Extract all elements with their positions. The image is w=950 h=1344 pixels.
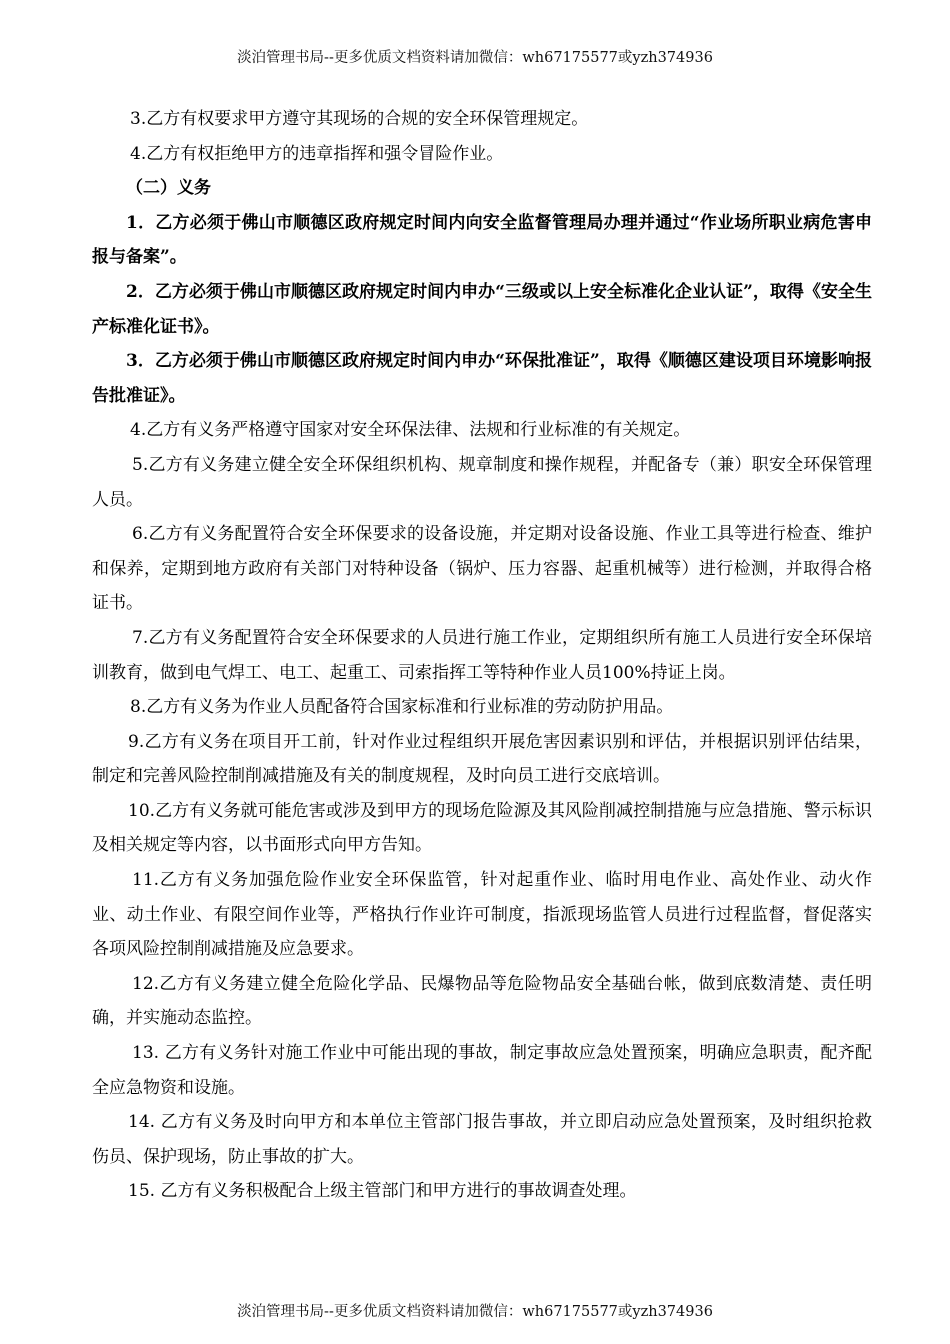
page-header: 淡泊管理书局--更多优质文档资料请加微信：wh67175577或yzh374936 xyxy=(237,50,713,66)
paragraph-obligation-11: 11.乙方有义务加强危险作业安全环保监管，针对起重作业、临时用电作业、高处作业、动火作业、动土作业、有限空间作业等，严格执行作业许可制度，指派现场监管人员进行过程监督，督促落实各项风险控制削减措施及应急要求。 xyxy=(92,870,872,960)
paragraph-obligation-5: 5.乙方有义务建立健全安全环保组织机构、规章制度和操作规程，并配备专（兼）职安全环保管理人员。 xyxy=(92,454,872,510)
paragraph-obligation-4: 4.乙方有义务严格遵守国家对安全环保法律、法规和行业标准的有关规定。 xyxy=(130,420,691,441)
section-heading-obligations: （二）义务 xyxy=(126,178,211,199)
paragraph-obligation-14: 14. 乙方有义务及时向甲方和本单位主管部门报告事故，并立即启动应急处置预案，及时组织抢救伤员、保护现场，防止事故的扩大。 xyxy=(92,1112,872,1167)
paragraph-right-4: 4.乙方有权拒绝甲方的违章指挥和强令冒险作业。 xyxy=(130,143,504,164)
document-body xyxy=(92,102,872,1209)
paragraph-obligation-8: 8.乙方有义务为作业人员配备符合国家标准和行业标准的劳动防护用品。 xyxy=(130,697,674,718)
paragraph-obligation-2: 2．乙方必须于佛山市顺德区政府规定时间内申办“三级或以上安全标准化企业认证”，取得《安全生产标准化证书》。 xyxy=(92,281,872,337)
page-footer: 淡泊管理书局--更多优质文档资料请加微信：wh67175577或yzh374936 xyxy=(237,1304,713,1320)
paragraph-obligation-6: 6.乙方有义务配置符合安全环保要求的设备设施，并定期对设备设施、作业工具等进行检查、维护和保养，定期到地方政府有关部门对特种设备（锅炉、压力容器、起重机械等）进行检测，并取得合格证书。 xyxy=(92,524,872,614)
paragraph-obligation-10: 10.乙方有义务就可能危害或涉及到甲方的现场危险源及其风险削减控制措施与应急措施、警示标识及相关规定等内容，以书面形式向甲方告知。 xyxy=(92,800,872,856)
paragraph-obligation-3: 3．乙方必须于佛山市顺德区政府规定时间内申办“环保批准证”，取得《顺德区建设项目环境影响报告批准证》。 xyxy=(92,351,872,406)
paragraph-obligation-9: 9.乙方有义务在项目开工前，针对作业过程组织开展危害因素识别和评估，并根据识别评估结果，制定和完善风险控制削减措施及有关的制度规程，及时向员工进行交底培训。 xyxy=(92,731,872,787)
paragraph-obligation-1: 1．乙方必须于佛山市顺德区政府规定时间内向安全监督管理局办理并通过“作业场所职业病危害申报与备案”。 xyxy=(92,212,872,268)
paragraph-obligation-12: 12.乙方有义务建立健全危险化学品、民爆物品等危险物品安全基础台帐，做到底数清楚、责任明确，并实施动态监控。 xyxy=(92,973,872,1029)
paragraph-obligation-13: 13. 乙方有义务针对施工作业中可能出现的事故，制定事故应急处置预案，明确应急职责，配齐配全应急物资和设施。 xyxy=(92,1043,872,1098)
paragraph-right-3: 3.乙方有权要求甲方遵守其现场的合规的安全环保管理规定。 xyxy=(130,109,589,129)
paragraph-obligation-15: 15. 乙方有义务积极配合上级主管部门和甲方进行的事故调查处理。 xyxy=(128,1181,637,1202)
paragraph-obligation-7: 7.乙方有义务配置符合安全环保要求的人员进行施工作业，定期组织所有施工人员进行安全环保培训教育，做到电气焊工、电工、起重工、司索指挥工等特种作业人员100%持证上岗。 xyxy=(92,627,872,683)
